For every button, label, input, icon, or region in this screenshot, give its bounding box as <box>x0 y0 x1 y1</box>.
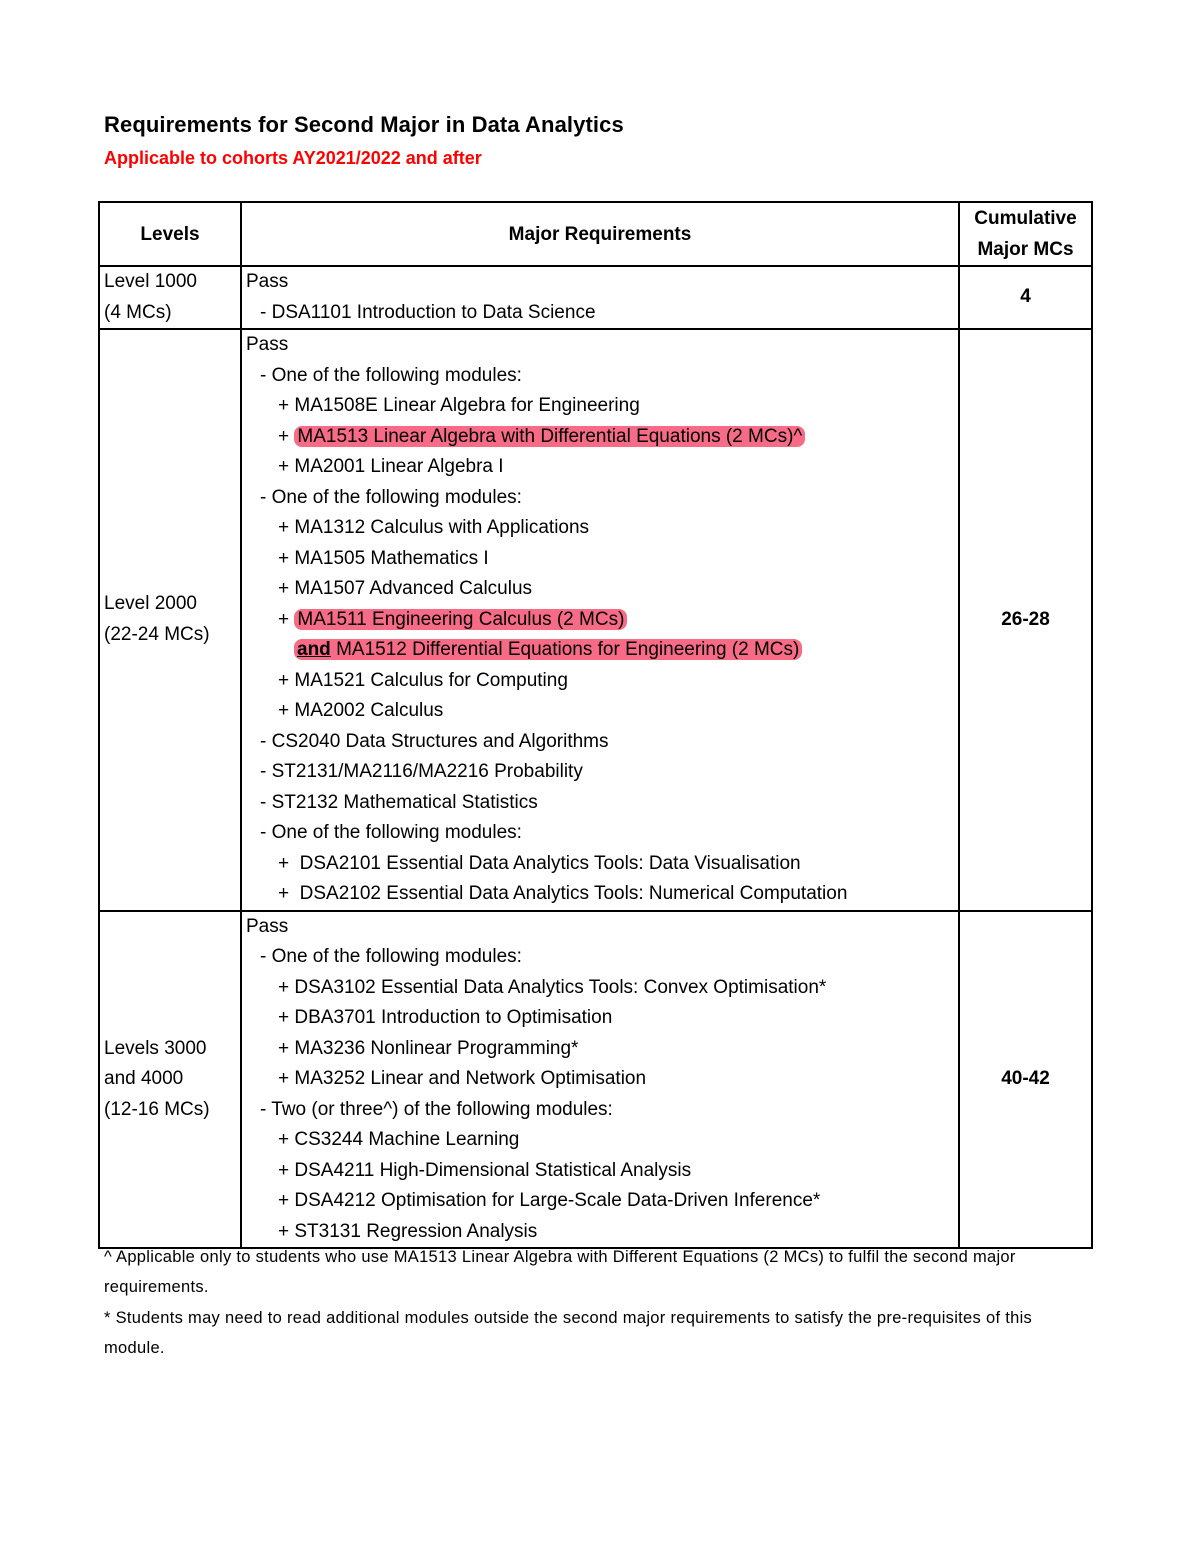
list-item: - DSA1101 Introduction to Data Science <box>260 301 596 323</box>
list-item: Pass <box>246 334 289 355</box>
plus-marker: + <box>278 608 290 630</box>
list-item: + MA3252 Linear and Network Optimisation <box>278 1068 647 1089</box>
module-name: MA1507 Advanced Calculus <box>294 578 533 599</box>
module-name: MA1508E Linear Algebra for Engineering <box>294 395 640 416</box>
plus-marker: + <box>278 547 290 569</box>
table-row <box>99 266 1092 329</box>
level-cell <box>99 266 241 329</box>
list-item: - One of the following modules: <box>260 486 522 508</box>
table-row <box>99 329 1092 911</box>
list-item: - One of the following modules: <box>260 946 522 967</box>
list-item: + ST3131 Regression Analysis <box>278 1220 538 1242</box>
footnote-asterisk: * Students may need to read additional modules outside the second major requirements to satisfy the pre-requisites of this module. <box>104 1309 1033 1357</box>
plus-marker: + <box>278 395 290 416</box>
level-mcs: (12-16 MCs) <box>104 1098 210 1120</box>
and-connector: and <box>297 639 331 660</box>
list-item <box>246 635 958 666</box>
table-row <box>99 911 1092 1249</box>
level-label: Level 2000 <box>104 593 197 615</box>
requirements-cell <box>241 266 959 329</box>
list-item <box>246 391 958 422</box>
list-item: - One of the following modules: <box>260 822 522 843</box>
level-mcs: (22-24 MCs) <box>104 623 210 645</box>
footnote-caret: ^ Applicable only to students who use MA1513 Linear Algebra with Different Equations (2 MCs) to fulfil the second major requirements. <box>104 1248 1016 1296</box>
list-item: + DSA2102 Essential Data Analytics Tools: Numerical Computation <box>278 883 848 904</box>
list-item: - CS2040 Data Structures and Algorithms <box>260 730 609 752</box>
header-mcs-line1: Cumulative <box>974 208 1077 229</box>
requirements-cell <box>241 911 959 1249</box>
header-levels: Levels <box>99 202 241 266</box>
list-item: - Two (or three^) of the following modules: <box>260 1098 613 1120</box>
plus-marker: + <box>278 578 290 599</box>
list-item <box>246 452 958 483</box>
level-mcs: (4 MCs) <box>104 301 172 323</box>
highlighted-module: MA1513 Linear Algebra with Differential Equations (2 MCs)^ <box>294 426 805 447</box>
list-item <box>246 422 958 453</box>
plus-marker: + <box>278 425 290 447</box>
list-item: + DSA2101 Essential Data Analytics Tools: Data Visualisation <box>278 852 801 874</box>
plus-marker: + <box>278 700 290 721</box>
list-item: - One of the following modules: <box>260 364 522 386</box>
module-name: MA1312 Calculus with Applications <box>294 517 590 538</box>
level-label-cont: and 4000 <box>104 1068 184 1089</box>
list-item: - ST2132 Mathematical Statistics <box>260 791 538 813</box>
list-item <box>246 605 958 636</box>
list-item <box>246 696 958 727</box>
module-name: MA2002 Calculus <box>294 700 444 721</box>
list-item: + MA3236 Nonlinear Programming* <box>278 1037 579 1059</box>
requirements-cell <box>241 329 959 911</box>
header-major-requirements: Major Requirements <box>241 202 959 266</box>
page-subtitle: Applicable to cohorts AY2021/2022 and after <box>104 148 482 168</box>
header-cumulative-mcs <box>959 202 1092 266</box>
requirements-table <box>98 201 1093 1249</box>
highlighted-module <box>294 639 802 660</box>
list-item: + DSA4211 High-Dimensional Statistical Analysis <box>278 1159 692 1181</box>
cumulative-mcs-cell: 26-28 <box>959 329 1092 911</box>
list-item: + DSA3102 Essential Data Analytics Tools: Convex Optimisation* <box>278 976 827 998</box>
module-name: MA1521 Calculus for Computing <box>294 669 568 691</box>
level-cell <box>99 329 241 911</box>
page-title: Requirements for Second Major in Data Analytics <box>104 112 624 137</box>
plus-marker: + <box>278 669 290 691</box>
header-mcs-line2: Major MCs <box>977 239 1074 260</box>
level-label: Level 1000 <box>104 271 197 292</box>
list-item <box>246 544 958 575</box>
list-item <box>246 513 958 544</box>
plus-marker: + <box>278 517 290 538</box>
footnotes <box>104 1242 1064 1363</box>
level-label: Levels 3000 <box>104 1037 207 1059</box>
list-item <box>246 666 958 697</box>
list-item: + DSA4212 Optimisation for Large-Scale Data-Driven Inference* <box>278 1190 821 1211</box>
list-item: - ST2131/MA2116/MA2216 Probability <box>260 761 583 782</box>
list-item <box>246 574 958 605</box>
cumulative-mcs-cell: 40-42 <box>959 911 1092 1249</box>
level-cell <box>99 911 241 1249</box>
module-name: MA1512 Differential Equations for Engineering (2 MCs) <box>336 639 800 660</box>
table-header-row <box>99 202 1092 266</box>
list-item: + DBA3701 Introduction to Optimisation <box>278 1007 613 1028</box>
cumulative-mcs-cell: 4 <box>959 266 1092 329</box>
module-name: MA1505 Mathematics I <box>294 547 489 569</box>
list-item: Pass <box>246 271 289 292</box>
list-item: + CS3244 Machine Learning <box>278 1129 520 1150</box>
module-name: MA2001 Linear Algebra I <box>294 456 504 477</box>
highlighted-module: MA1511 Engineering Calculus (2 MCs) <box>294 609 627 630</box>
list-item: Pass <box>246 915 289 937</box>
plus-marker: + <box>278 456 290 477</box>
